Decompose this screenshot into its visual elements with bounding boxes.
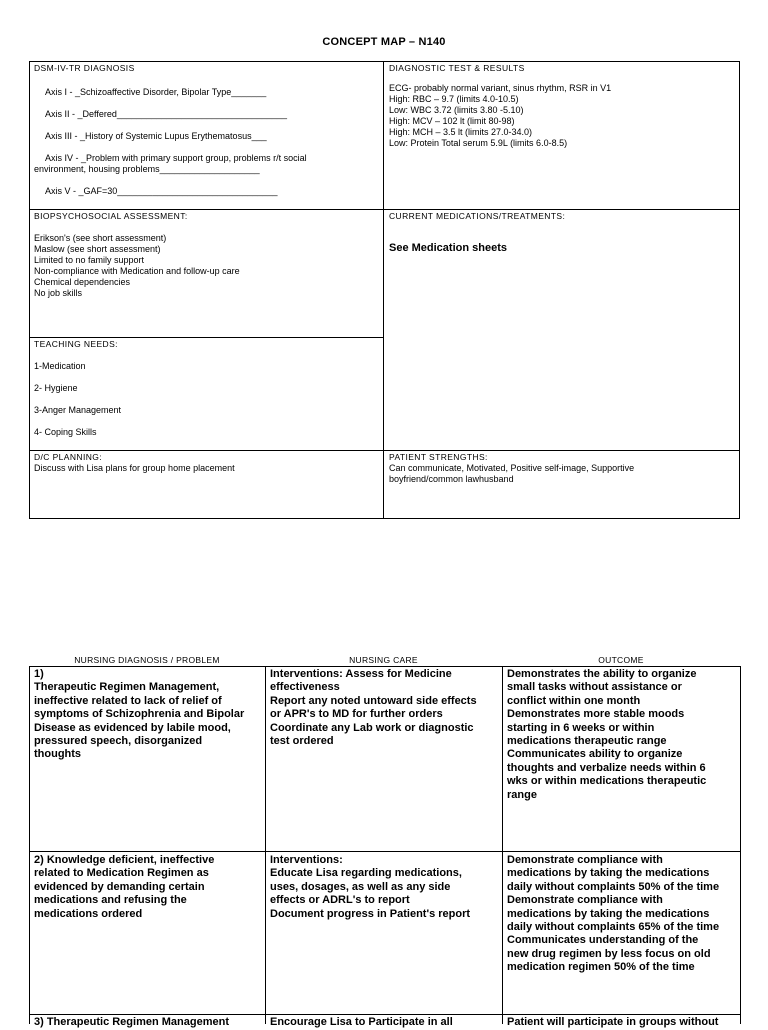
table-cell-line: Therapeutic Regimen Management, (34, 681, 220, 694)
teaching-item: 3-Anger Management (34, 405, 122, 415)
teaching-item: 2- Hygiene (34, 383, 78, 393)
teaching-header: TEACHING NEEDS: (34, 339, 118, 349)
diagnostic-line: Low: Protein Total serum 5.9L (limits 6.0-8.5) (389, 138, 568, 148)
teaching-needs-section (34, 339, 382, 438)
dsm-diagnosis-section (34, 63, 382, 208)
teaching-item: 4- Coping Skills (34, 427, 97, 437)
table-cell-line: Patient will participate in groups without (507, 1016, 719, 1028)
table-row-2-problem (30, 853, 265, 922)
table-cell-line: wks or within medications therapeutic (507, 775, 707, 788)
strengths-header: PATIENT STRENGTHS: (389, 452, 488, 462)
table-cell-line: Coordinate any Lab work or diagnostic (270, 721, 474, 734)
table-cell-line: Demonstrate compliance with (507, 894, 663, 907)
axis-5: Axis V - _GAF=30________________________________ (45, 186, 278, 196)
table-row-3-care (266, 1015, 502, 1030)
strengths-line-2: boyfriend/common lawhusband (389, 474, 514, 484)
dc-header: D/C PLANNING: (34, 452, 103, 462)
column-header-outcome: OUTCOME (598, 655, 644, 665)
column-header-care: NURSING CARE (349, 655, 418, 665)
biopsych-line: Maslow (see short assessment) (34, 244, 161, 254)
table-cell-line: medications by taking the medications (507, 907, 710, 920)
table-cell-line: medication regimen 50% of the time (507, 961, 695, 974)
table-row-1-outcome (503, 667, 740, 803)
axis-4-line-2: environment, housing problems____________________ (34, 164, 260, 174)
diagnostic-line: High: MCV – 102 lt (limit 80-98) (389, 116, 515, 126)
table-cell-line: pressured speech, disorganized (34, 735, 203, 748)
table-cell-line: Communicates ability to organize (507, 748, 683, 761)
teaching-item: 1-Medication (34, 361, 86, 371)
patient-strengths-section (389, 452, 737, 485)
table-cell-line: Demonstrates more stable moods (507, 708, 685, 721)
biopsych-line: Limited to no family support (34, 255, 145, 265)
table-cell-line: Interventions: (270, 854, 343, 866)
table-cell-line: starting in 6 weeks or within (507, 721, 655, 734)
biopsych-line: Chemical dependencies (34, 277, 131, 287)
table-cell-line: Document progress in Patient's report (270, 907, 471, 920)
diagnostic-line: High: RBC – 9.7 (limits 4.0-10.5) (389, 94, 519, 104)
axis-4-line-1: Axis IV - _Problem with primary support group, problems r/t social (45, 153, 307, 163)
table-cell-line: Encourage Lisa to Participate in all (270, 1016, 453, 1028)
medications-note: See Medication sheets (389, 242, 507, 254)
dc-planning-section (34, 452, 382, 474)
table-cell-line: 1) (34, 668, 44, 680)
table-cell-line: range (507, 788, 537, 801)
table-cell-line: Interventions: Assess for Medicine (270, 668, 452, 680)
diagnostic-tests-section (389, 63, 737, 149)
diagnostic-line: High: MCH – 3.5 lt (limits 27.0-34.0) (389, 127, 533, 137)
axis-3: Axis III - _History of Systemic Lupus Erythematosus___ (45, 131, 267, 141)
table-cell-line: related to Medication Regimen as (34, 867, 209, 880)
table-cell-line: evidenced by demanding certain (34, 880, 205, 893)
table-cell-line: 2) Knowledge deficient, ineffective (34, 854, 215, 866)
axis-1: Axis I - _Schizoaffective Disorder, Bipolar Type_______ (45, 87, 267, 97)
table-row-2-outcome (503, 853, 740, 976)
dsm-header: DSM-IV-TR DIAGNOSIS (34, 63, 135, 73)
table-cell-line: Educate Lisa regarding medications, (270, 867, 462, 880)
table-cell-line: Disease as evidenced by labile mood, (34, 721, 231, 734)
table-cell-line: or APR's to MD for further orders (270, 708, 443, 721)
table-row-1-problem (30, 667, 265, 763)
biopsych-line: No job skills (34, 288, 83, 298)
table-cell-line: Communicates understanding of the (507, 934, 699, 947)
table-row-3-outcome (503, 1015, 740, 1030)
table-cell-line: 3) Therapeutic Regimen Management (34, 1016, 229, 1028)
strengths-line-1: Can communicate, Motivated, Positive self-image, Supportive (389, 463, 635, 473)
biopsychosocial-header: BIOPSYCHOSOCIAL ASSESSMENT: (34, 211, 188, 221)
biopsych-line: Non-compliance with Medication and follow-up care (34, 266, 240, 276)
diagnostic-line: ECG- probably normal variant, sinus rhythm, RSR in V1 (389, 83, 612, 93)
table-cell-line: Report any noted untoward side effects (270, 694, 477, 707)
table-cell-line: uses, dosages, as well as any side (270, 880, 451, 893)
table-cell-line: ineffective related to lack of relief of (34, 694, 222, 707)
diagnostic-header: DIAGNOSTIC TEST & RESULTS (389, 63, 525, 73)
table-cell-line: daily without complaints 65% of the time (507, 921, 720, 934)
table-cell-line: effects or ADRL's to report (270, 894, 410, 907)
dc-text: Discuss with Lisa plans for group home placement (34, 463, 235, 473)
table-cell-line: symptoms of Schizophrenia and Bipolar (34, 708, 245, 721)
table-cell-line: medications by taking the medications (507, 867, 710, 880)
table-cell-line: Demonstrate compliance with (507, 854, 663, 866)
current-medications-section (389, 211, 737, 254)
biopsych-line: Erikson's (see short assessment) (34, 233, 167, 243)
table-cell-line: daily without complaints 50% of the time (507, 880, 720, 893)
axis-2: Axis II - _Deffered__________________________________ (45, 109, 288, 119)
biopsychosocial-section (34, 211, 382, 299)
column-header-problem: NURSING DIAGNOSIS / PROBLEM (74, 655, 220, 665)
table-cell-line: conflict within one month (507, 694, 641, 707)
diagnostic-line: Low: WBC 3.72 (limits 3.80 -5.10) (389, 105, 524, 115)
table-cell-line: medications ordered (34, 907, 143, 920)
page-title: CONCEPT MAP – N140 (322, 36, 446, 48)
table-cell-line: new drug regimen by less focus on old (507, 947, 711, 960)
table-cell-line: effectiveness (270, 681, 340, 694)
table-cell-line: thoughts (34, 748, 82, 761)
table-cell-line: medications therapeutic range (507, 735, 667, 748)
table-cell-line: Demonstrates the ability to organize (507, 668, 697, 680)
table-row-3-problem (30, 1015, 265, 1030)
medications-header: CURRENT MEDICATIONS/TREATMENTS: (389, 211, 566, 221)
table-cell-line: test ordered (270, 735, 334, 748)
table-cell-line: thoughts and verbalize needs within 6 (507, 761, 706, 774)
table-row-2-care (266, 853, 502, 922)
table-row-1-care (266, 667, 502, 749)
table-cell-line: medications and refusing the (34, 894, 187, 907)
table-cell-line: small tasks without assistance or (507, 681, 682, 694)
